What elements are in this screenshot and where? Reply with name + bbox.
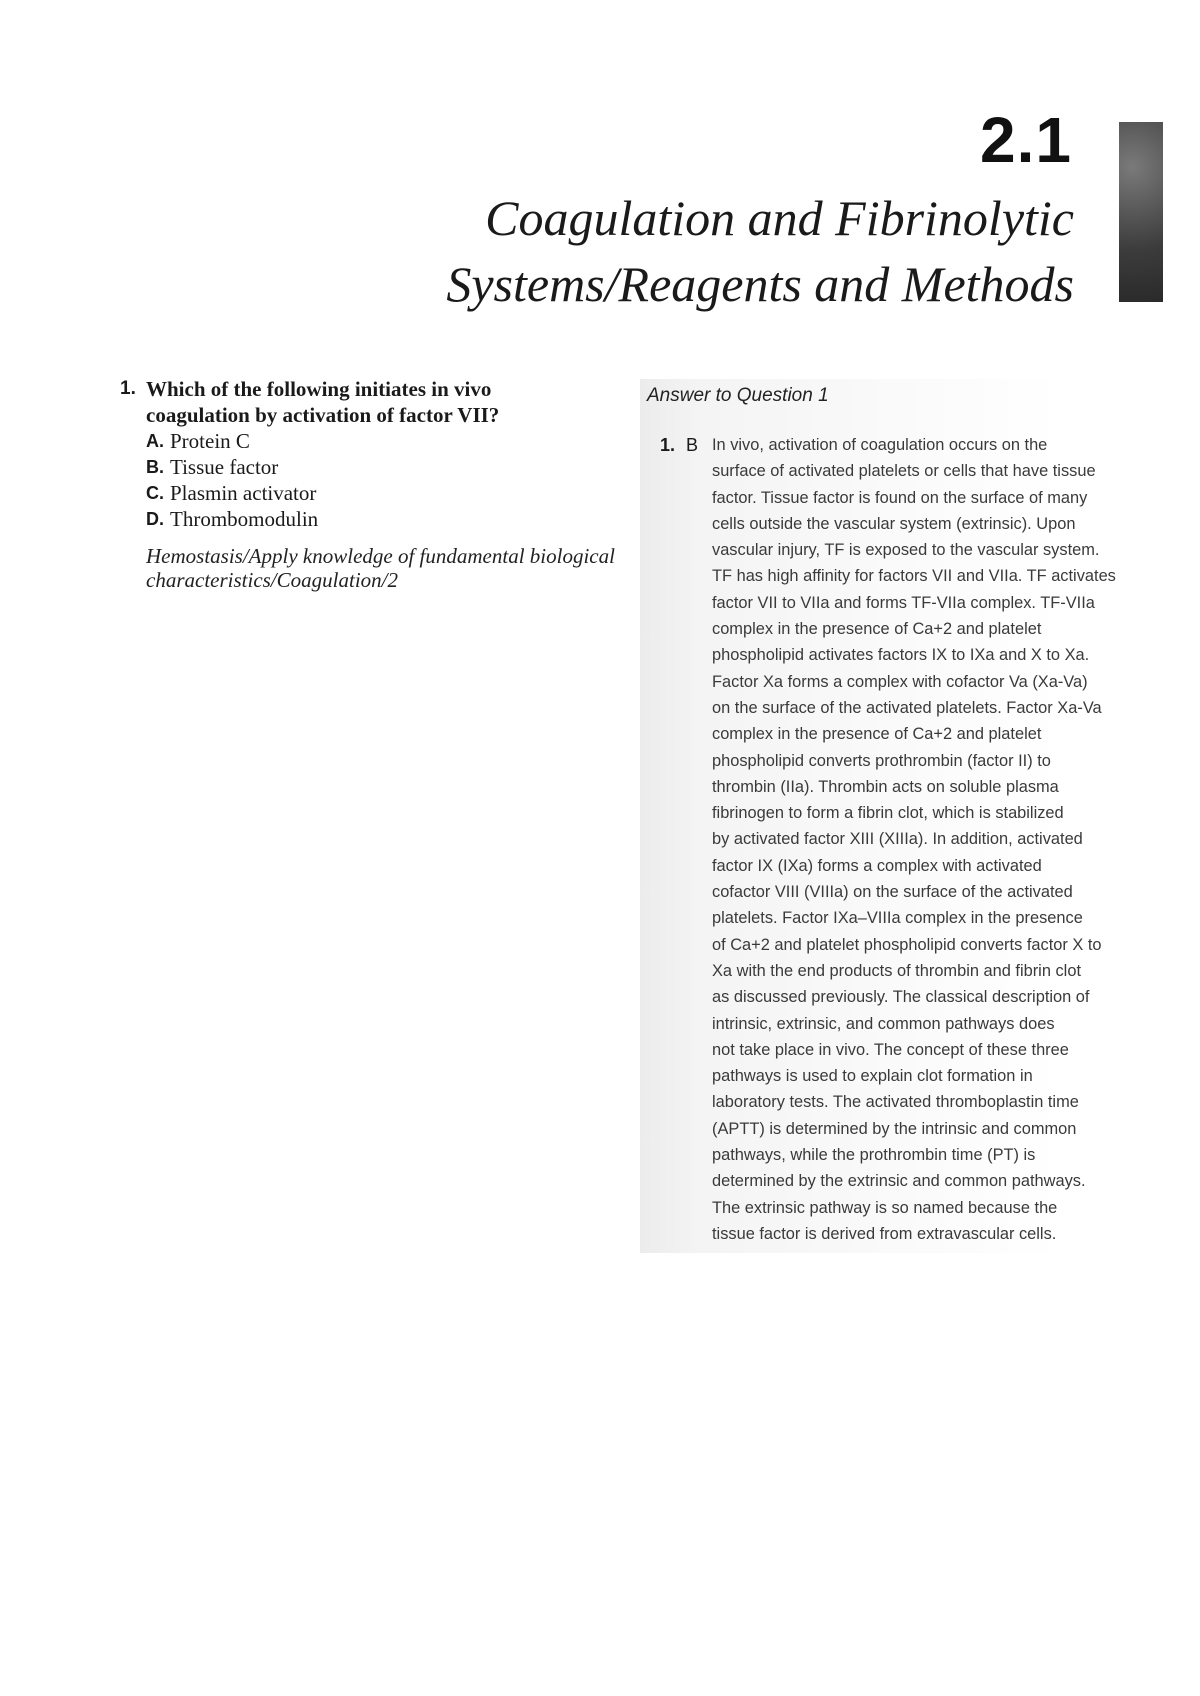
option-text: Protein C: [170, 429, 250, 453]
answer-line: thrombin (IIa). Thrombin acts on soluble plasma: [712, 777, 1059, 796]
question-category: [146, 544, 620, 592]
answer-line: tissue factor is derived from extravascular cells.: [712, 1224, 1057, 1243]
answer-line: cofactor VIII (VIIIa) on the surface of the activated: [712, 883, 1073, 902]
question-stem-line: Which of the following initiates in vivo: [146, 377, 492, 401]
answer-options: [146, 428, 620, 532]
answer-line: Xa with the end products of thrombin and fibrin clot: [712, 961, 1081, 980]
option-text: Plasmin activator: [170, 481, 317, 505]
answer-line: intrinsic, extrinsic, and common pathways does: [712, 1014, 1055, 1033]
answer-line: phospholipid converts prothrombin (factor II) to: [712, 751, 1051, 770]
answer-line: on the surface of the activated platelets. Factor Xa-Va: [712, 698, 1102, 717]
answer-line: TF has high affinity for factors VII and VIIa. TF activates: [712, 567, 1116, 586]
chapter-thumb-tab: [1119, 122, 1163, 302]
answer-line: by activated factor XIII (XIIIa). In addition, activated: [712, 830, 1083, 849]
chapter-number: 2.1: [980, 104, 1072, 176]
question-category-line: characteristics/Coagulation/2: [146, 568, 398, 592]
answer-line: phospholipid activates factors IX to IXa and X to Xa.: [712, 646, 1090, 665]
answer-line: fibrinogen to form a fibrin clot, which is stabilized: [712, 804, 1064, 823]
question-stem: [146, 376, 499, 428]
option-c: [146, 480, 620, 506]
answer-line: as discussed previously. The classical description of: [712, 988, 1090, 1007]
answer-line: complex in the presence of Ca+2 and platelet: [712, 725, 1042, 744]
answer-line: surface of activated platelets or cells that have tissue: [712, 462, 1096, 481]
answer-line: not take place in vivo. The concept of these three: [712, 1040, 1069, 1059]
answer-line: (APTT) is determined by the intrinsic and common: [712, 1119, 1077, 1138]
answer-explanation: [712, 432, 1116, 1247]
option-b: [146, 454, 620, 480]
chapter-title: [446, 185, 1074, 317]
option-a: [146, 428, 620, 454]
answer-line: pathways, while the prothrombin time (PT) is: [712, 1146, 1036, 1165]
answer-line: The extrinsic pathway is so named because the: [712, 1198, 1058, 1217]
answer-line: pathways is used to explain clot formation in: [712, 1067, 1033, 1086]
option-letter: B.: [146, 457, 164, 477]
option-letter: D.: [146, 509, 164, 529]
answer-heading: Answer to Question 1: [647, 385, 829, 406]
question-category-line: Hemostasis/Apply knowledge of fundamental biological: [146, 544, 615, 568]
answer-letter: B: [686, 435, 699, 455]
answer-line: platelets. Factor IXa–VIIIa complex in the presence: [712, 909, 1083, 928]
question-block: [120, 376, 620, 592]
answer-line: In vivo, activation of coagulation occurs on the: [712, 436, 1048, 454]
answer-line: factor IX (IXa) forms a complex with activated: [712, 856, 1042, 875]
answer-line: factor VII to VIIa and forms TF-VIIa complex. TF-VIIa: [712, 593, 1095, 612]
answer-row: [660, 432, 1130, 1247]
option-text: Tissue factor: [170, 455, 279, 479]
answer-line: determined by the extrinsic and common pathways.: [712, 1172, 1086, 1191]
answer-line: complex in the presence of Ca+2 and platelet: [712, 620, 1042, 639]
chapter-title-line: Systems/Reagents and Methods: [446, 256, 1074, 312]
option-letter: C.: [146, 483, 164, 503]
answer-number: 1.: [660, 435, 676, 455]
answer-line: Factor Xa forms a complex with cofactor Va (Xa-Va): [712, 672, 1088, 691]
option-letter: A.: [146, 431, 164, 451]
answer-line: laboratory tests. The activated thromboplastin time: [712, 1093, 1079, 1112]
question-stem-line: coagulation by activation of factor VII?: [146, 403, 500, 427]
question-number: 1.: [120, 378, 136, 399]
answer-line: factor. Tissue factor is found on the surface of many: [712, 488, 1088, 507]
option-text: Thrombomodulin: [170, 507, 319, 531]
option-d: [146, 506, 620, 532]
chapter-title-line: Coagulation and Fibrinolytic: [485, 190, 1074, 246]
answer-line: vascular injury, TF is exposed to the vascular system.: [712, 541, 1100, 560]
answer-line: of Ca+2 and platelet phospholipid converts factor X to: [712, 935, 1102, 954]
answer-line: cells outside the vascular system (extrinsic). Upon: [712, 514, 1076, 533]
